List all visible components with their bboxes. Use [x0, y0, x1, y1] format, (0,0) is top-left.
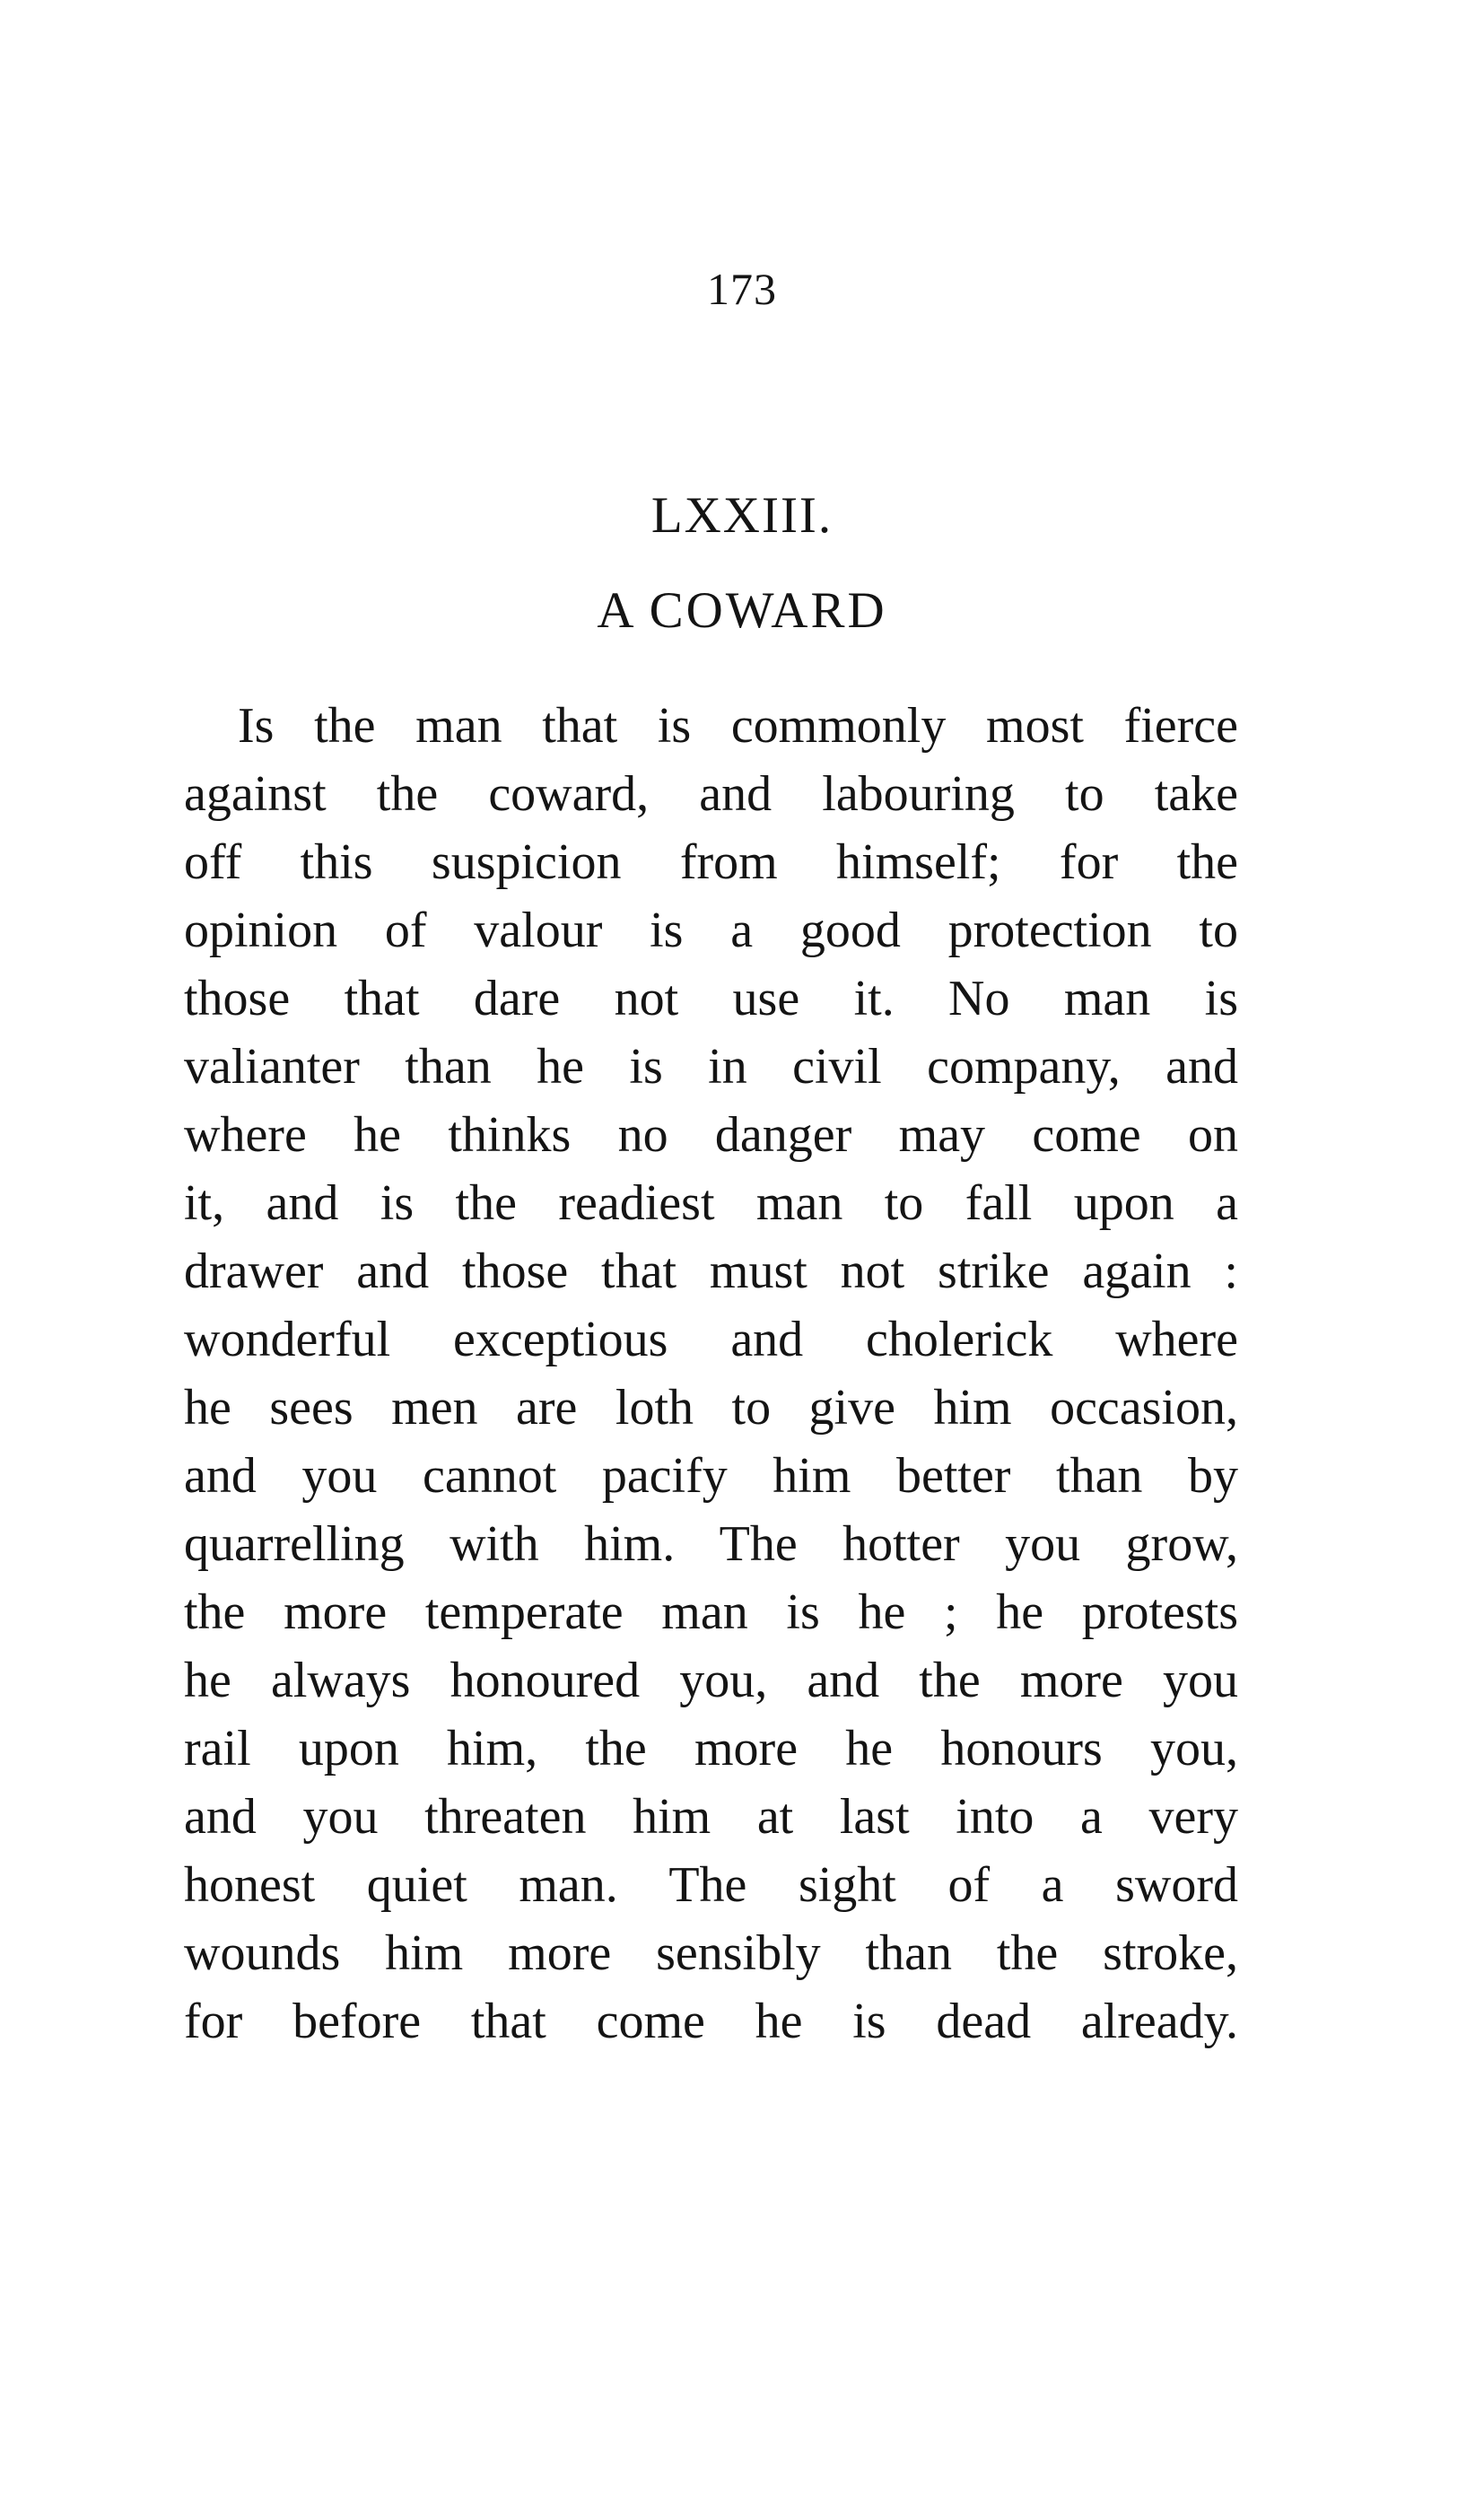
text-line: against the coward, and labouring to take [184, 766, 1238, 822]
text-line: valianter than he is in civil company, and [184, 1039, 1238, 1095]
chapter-title: A COWARD [597, 582, 887, 639]
text-line: he sees men are loth to give him occasion, [184, 1380, 1238, 1436]
text-line: off this suspicion from himself; for the [184, 834, 1238, 890]
text-line: and you cannot pacify him better than by [184, 1448, 1238, 1504]
text-line: wonderful exceptious and cholerick where [184, 1312, 1238, 1367]
text-line: wounds him more sensibly than the stroke, [184, 1925, 1238, 1981]
text-line: drawer and those that must not strike again : [184, 1244, 1238, 1299]
text-line: the more temperate man is he ; he protests [184, 1584, 1238, 1640]
text-line: he always honoured you, and the more you [184, 1653, 1238, 1708]
chapter-number: LXXIII. [650, 487, 834, 544]
text-line: it, and is the readiest man to fall upon a [184, 1175, 1238, 1231]
text-line: Is the man that is commonly most fierce [238, 698, 1238, 754]
text-line: rail upon him, the more he honours you, [184, 1721, 1238, 1776]
text-line: honest quiet man. The sight of a sword [184, 1857, 1238, 1913]
text-line: and you threaten him at last into a very [184, 1789, 1238, 1845]
text-line: where he thinks no danger may come on [184, 1107, 1238, 1163]
text-line: for before that come he is dead already. [184, 1994, 1238, 2049]
body-paragraph [184, 692, 1238, 2055]
text-line: quarrelling with him. The hotter you grow, [184, 1516, 1238, 1572]
page-number: 173 [707, 264, 777, 314]
text-line: opinion of valour is a good protection to [184, 903, 1238, 958]
text-line: those that dare not use it. No man is [184, 971, 1238, 1026]
